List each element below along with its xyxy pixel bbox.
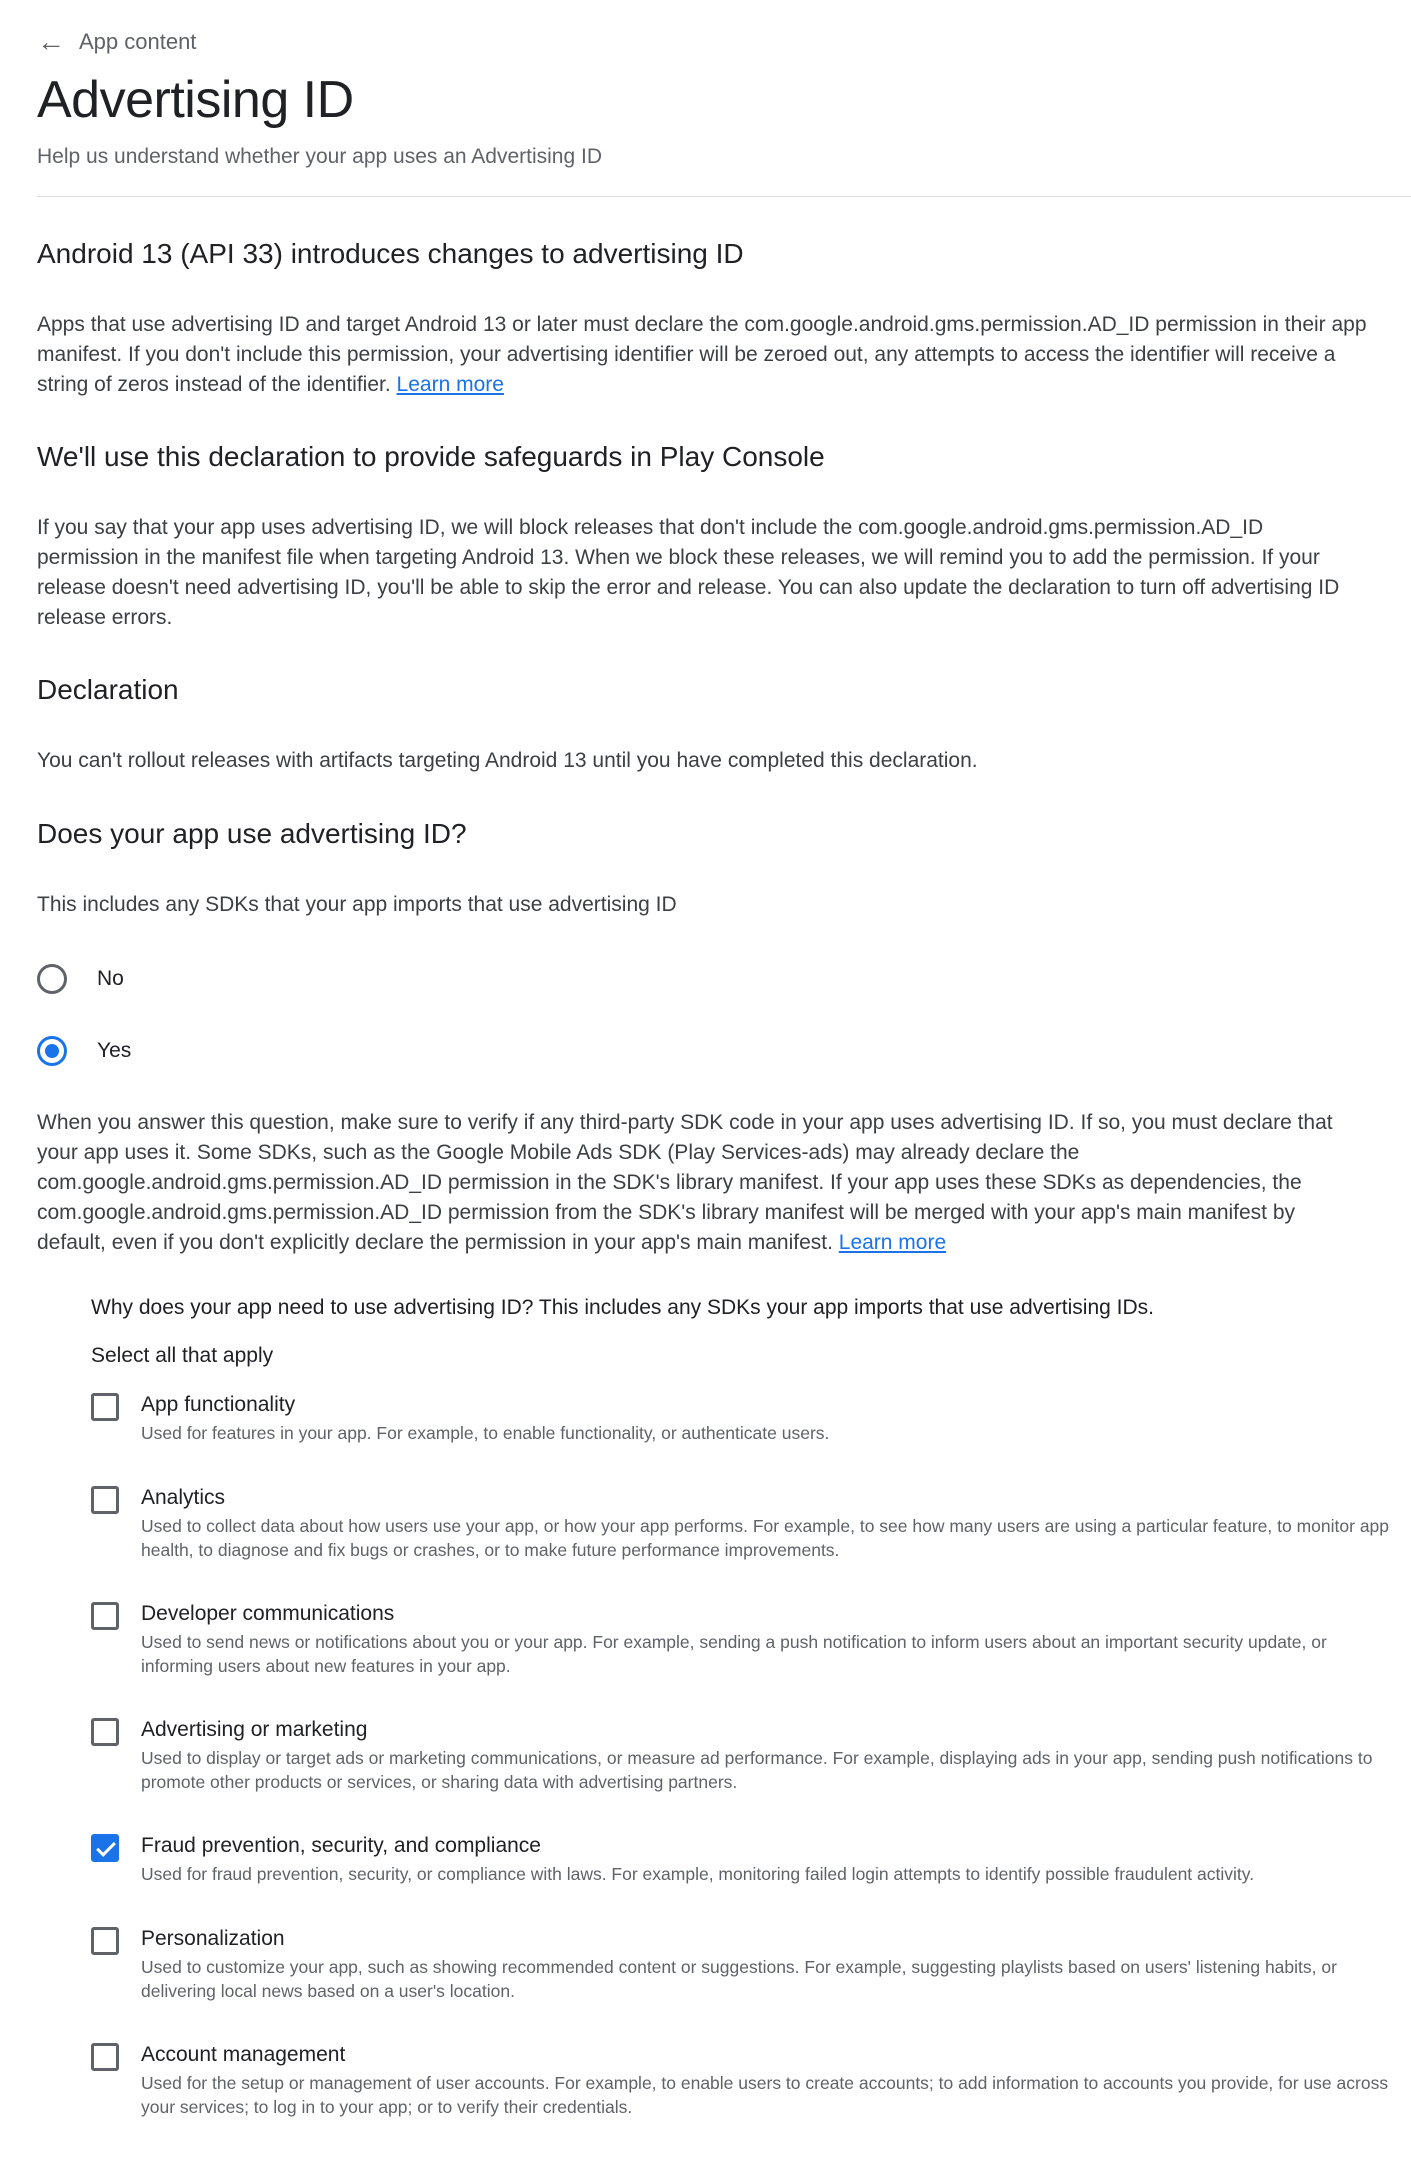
purpose-desc: Used for features in your app. For example, to enable functionality, or authenticate users. (141, 1423, 830, 1443)
select-all-hint: Select all that apply (91, 1344, 274, 1367)
question-hint: This includes any SDKs that your app imports that use advertising ID (37, 893, 677, 916)
account-management-checkbox[interactable] (91, 2043, 119, 2071)
personalization-checkbox[interactable] (91, 1927, 119, 1955)
developer-communications-checkbox[interactable] (91, 1602, 119, 1630)
purpose-label: Fraud prevention, security, and compliance (141, 1834, 541, 1857)
purpose-advertising-marketing[interactable] (91, 1716, 1391, 1794)
page-title: Advertising ID (37, 71, 354, 129)
radio-option-yes[interactable] (37, 1036, 131, 1066)
app-functionality-checkbox[interactable] (91, 1393, 119, 1421)
back-arrow-icon[interactable]: ← (37, 26, 65, 57)
radio-no-label: No (97, 967, 124, 990)
purpose-label: App functionality (141, 1393, 296, 1416)
back-nav[interactable] (37, 28, 196, 56)
purpose-desc: Used for the setup or management of user accounts. For example, to enable users to create accounts; to add information to accounts you provide, for use across your services; to log in to your app; or to verify their credentials. (141, 2073, 1389, 2117)
purpose-label: Analytics (141, 1486, 226, 1509)
purpose-desc: Used for fraud prevention, security, or compliance with laws. For example, monitoring failed login attempts to identify possible fraudulent activity. (141, 1864, 1255, 1884)
safeguards-body: If you say that your app uses advertising ID, we will block releases that don't include the com.google.android.gms.permission.AD_ID permission in the manifest file when targeting Android 13. When we block these releases, we will remind you to add the permission. If your release doesn't need advertising ID, you'll be able to skip the error and release. You can also update the declaration to turn off advertising ID release errors. (37, 516, 1340, 629)
purpose-desc: Used to display or target ads or marketing communications, or measure ad performance. For example, displaying ads in your app, sending push notifications to promote other products or services, or sharing data with advertising partners. (141, 1748, 1373, 1792)
purpose-account-management[interactable] (91, 2041, 1391, 2119)
sdk-note (37, 1108, 1367, 1258)
android13-heading: Android 13 (API 33) introduces changes to advertising ID (37, 238, 744, 269)
page-subtitle: Help us understand whether your app uses an Advertising ID (37, 145, 603, 168)
back-link[interactable]: App content (79, 29, 197, 54)
declaration-heading: Declaration (37, 674, 179, 705)
purpose-analytics[interactable] (91, 1484, 1391, 1562)
purpose-label: Account management (141, 2043, 346, 2066)
purposes-question: Why does your app need to use advertising ID? This includes any SDKs your app imports that use advertising IDs. (91, 1296, 1154, 1319)
purpose-fraud-prevention[interactable] (91, 1832, 1391, 1886)
android13-body-text: Apps that use advertising ID and target Android 13 or later must declare the com.google.android.gms.permission.AD_ID permission in their app manifest. If you don't include this permission, your advertising identifier will be zeroed out, any attempts to access the identifier will receive a string of zeros instead of the identifier. (37, 313, 1367, 396)
radio-no-control[interactable] (37, 964, 67, 994)
android13-body (37, 310, 1367, 400)
header-divider (37, 196, 1411, 197)
question-heading: Does your app use advertising ID? (37, 818, 467, 849)
purpose-desc: Used to customize your app, such as showing recommended content or suggestions. For example, suggesting playlists based on users' listening habits, or delivering local news based on a user's location. (141, 1957, 1337, 2001)
analytics-checkbox[interactable] (91, 1486, 119, 1514)
safeguards-heading: We'll use this declaration to provide safeguards in Play Console (37, 441, 825, 472)
purpose-label: Developer communications (141, 1602, 395, 1625)
purpose-label: Advertising or marketing (141, 1718, 368, 1741)
fraud-prevention-checkbox[interactable] (91, 1834, 119, 1862)
sdk-note-text: When you answer this question, make sure to verify if any third-party SDK code in your app uses advertising ID. If so, you must declare that your app uses it. Some SDKs, such as the Google Mobile Ads SDK (Play Services-ads) may already declare the com.google.android.gms.permission.AD_ID permission in the SDK's library manifest. If your app uses these SDKs as dependencies, the com.google.android.gms.permission.AD_ID permission from the SDK's library manifest will be merged with your app's main manifest by default, even if you don't explicitly declare the permission in your app's main manifest. (37, 1111, 1333, 1254)
radio-yes-label: Yes (97, 1039, 132, 1062)
purpose-desc: Used to collect data about how users use your app, or how your app performs. For example, to see how many users are using a particular feature, to monitor app health, to diagnose and fix bugs or crashes, or to make future performance improvements. (141, 1516, 1390, 1560)
purpose-personalization[interactable] (91, 1925, 1391, 2003)
purpose-desc: Used to send news or notifications about you or your app. For example, sending a push notification to inform users about an important security update, or informing users about new features in your app. (141, 1632, 1327, 1676)
purpose-app-functionality[interactable] (91, 1391, 1391, 1445)
purpose-developer-communications[interactable] (91, 1600, 1391, 1678)
declaration-body: You can't rollout releases with artifacts targeting Android 13 until you have completed this declaration. (37, 749, 978, 772)
android13-learn-more-link[interactable]: Learn more (396, 373, 504, 396)
radio-yes-control[interactable] (37, 1036, 67, 1066)
advertising-marketing-checkbox[interactable] (91, 1718, 119, 1746)
radio-option-no[interactable] (37, 964, 124, 994)
sdk-note-learn-more-link[interactable]: Learn more (838, 1231, 947, 1254)
purpose-label: Personalization (141, 1927, 285, 1950)
